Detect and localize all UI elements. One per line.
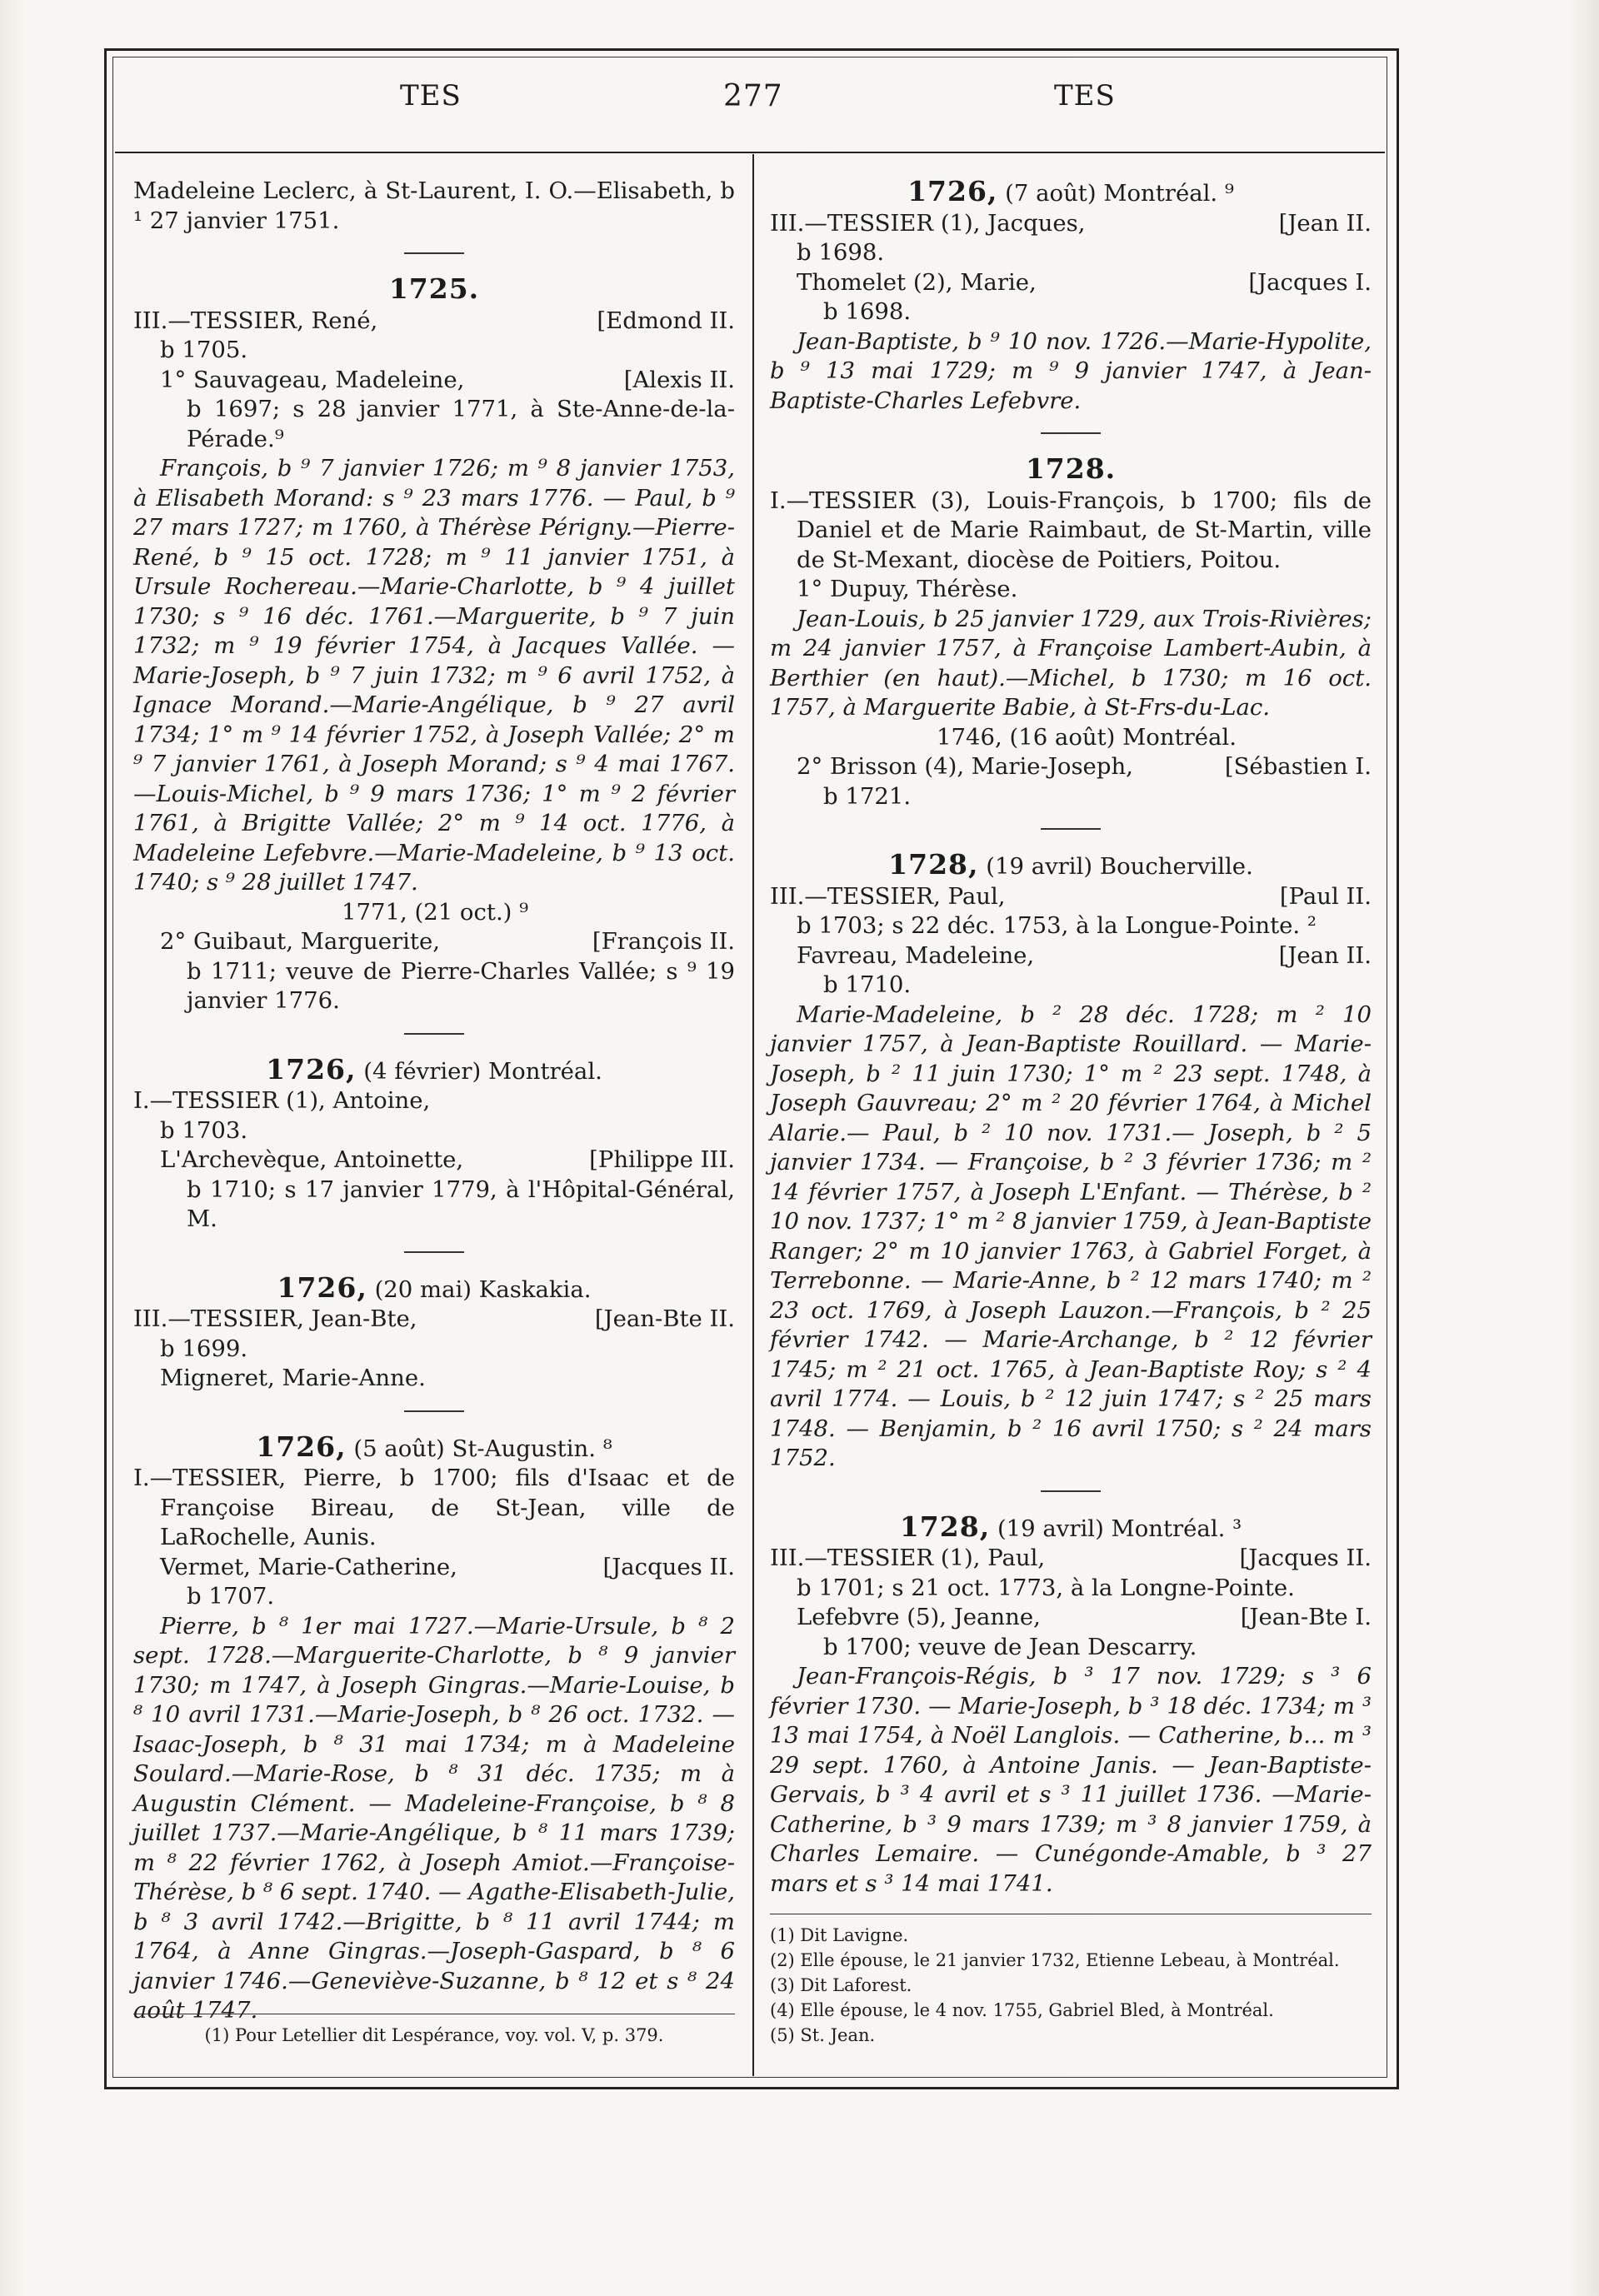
spouse-line: L'Archevèque, Antoinette, [Philippe III. — [160, 1146, 735, 1173]
husband-line: I.—TESSIER (1), Antoine, — [133, 1087, 431, 1114]
spouse-detail: b 1700; veuve de Jean Descarry. — [823, 1633, 1197, 1660]
husband-line: III.—TESSIER, René, [Edmond II. — [133, 307, 735, 334]
entry-1725-rene — [133, 274, 735, 1016]
right-column — [770, 177, 1372, 2048]
spouse-line: Vermet, Marie-Catherine, [Jacques II. — [160, 1553, 735, 1580]
header-left: TES — [400, 79, 462, 112]
husband-line: III.—TESSIER (1), Paul, [Jacques II. — [770, 1545, 1372, 1571]
section-rule — [1041, 828, 1101, 830]
entry-year: 1726, (5 août) St-Augustin. ⁸ — [256, 1430, 612, 1463]
entry-year: 1725. — [388, 272, 480, 305]
husband-birth: b 1703. — [160, 1116, 248, 1144]
entry-year: 1728, (19 avril) Boucherville. — [888, 848, 1253, 881]
spouse-detail: b 1707. — [187, 1583, 275, 1610]
footnote-4: (4) Elle épouse, le 4 nov. 1755, Gabriel Bled, à Montréal. — [770, 2000, 1274, 2020]
children-list: Marie-Madeleine, b ² 28 déc. 1728; m ² 10 janvier 1757, à Jean-Baptiste Rouillard. — Marie-Joseph, b ² 11 juin 1730; 1° m ² 23 sept. 1748, à Joseph Gauvreau; 2° m ² 20 février 1764, à Michel Alarie.— Paul, b ² 10 nov. 1731.— Joseph, b ² 5 janvier 1734. — Françoise, b ² 3 février 1736; m ² 14 février 1757, à Joseph L'Enfant. — Thérèse, b ² 10 nov. 1737; 1° m ² 8 janvier 1759, à Jean-Baptiste Ranger; 2° m 10 janvier 1763, à Gabriel Forget, à Terrebonne. — Marie-Anne, b ² 12 mars 1740; m ² 23 oct. 1769, à Joseph Lauzon.—François, b ² 25 février 1742. — Marie-Archange, b ² 12 février 1745; m ² 21 oct. 1765, à Jean-Baptiste Roy; s ² 4 avril 1774. — Louis, b ² 12 juin 1747; s ² 25 mars 1748. — Benjamin, b ² 16 avril 1750; s ² 24 mars 1752. — [770, 1001, 1372, 1471]
spouse2-line: 2° Guibaut, Marguerite, [François II. — [160, 928, 735, 955]
spouse-detail: b 1697; s 28 janvier 1771, à Ste-Anne-de-la-Pérade.⁹ — [187, 396, 735, 452]
header-right: TES — [1054, 79, 1116, 112]
footnote-1: (1) Dit Lavigne. — [770, 1925, 909, 1945]
children-list: François, b ⁹ 7 janvier 1726; m ⁹ 8 janvier 1753, à Elisabeth Morand: s ⁹ 23 mars 1776. — Paul, b ⁹ 27 mars 1727; m 1760, à Thérèse Périgny.—Pierre-René, b ⁹ 15 oct. 1728; m ⁹ 11 janvier 1751, à Ursule Rochereau.—Marie-Charlotte, b ⁹ 4 juillet 1730; s ⁹ 16 déc. 1761.—Marguerite, b ⁹ 7 juin 1732; m ⁹ 19 février 1754, à Jacques Vallée. — Marie-Joseph, b ⁹ 7 juin 1732; m ⁹ 6 avril 1752, à Ignace Morand.—Marie-Angélique, b ⁹ 27 avril 1734; 1° m ⁹ 14 février 1752, à Joseph Vallée; 2° m ⁹ 7 janvier 1761, à Joseph Morand; s ⁹ 4 mai 1767.—Louis-Michel, b ⁹ 9 mars 1736; 1° m ⁹ 2 février 1761, à Brigitte Vallée; 2° m ⁹ 14 oct. 1776, à Madeleine Lefebvre.—Marie-Madeleine, b ⁹ 13 oct. 1740; s ⁹ 28 juillet 1747. — [133, 455, 735, 896]
spouse2-detail: b 1711; veuve de Pierre-Charles Vallée; s ⁹ 19 janvier 1776. — [187, 957, 735, 1014]
husband-line: III.—TESSIER (1), Jacques, [Jean II. — [770, 209, 1372, 237]
spouse-detail: b 1710; s 17 janvier 1779, à l'Hôpital-Général, M. — [187, 1175, 735, 1232]
spouse-detail: b 1710. — [823, 971, 912, 998]
husband-birth: b 1699. — [160, 1335, 248, 1362]
husband-birth: b 1703; s 22 déc. 1753, à la Longue-Pointe. ² — [797, 912, 1317, 939]
footnotes-right — [770, 1923, 1372, 2048]
spouse-line: 1° Sauvageau, Madeleine, [Alexis II. — [160, 366, 735, 393]
entry-1728-louis-francois — [770, 454, 1372, 811]
entry-year: 1726, (4 février) Montréal. — [266, 1052, 602, 1086]
husband-line: III.—TESSIER, Paul, [Paul II. — [770, 882, 1372, 910]
spouse-line: Migneret, Marie-Anne. — [160, 1365, 426, 1391]
column-divider — [752, 154, 754, 2076]
entry-1728-paul-boucherville — [770, 850, 1372, 1474]
husband-line: I.—TESSIER, Pierre, b 1700; fils d'Isaac et de Françoise Bireau, de St-Jean, ville de LaRochelle, Aunis. — [133, 1465, 735, 1550]
spouse2-line: 2° Brisson (4), Marie-Joseph, [Sébastien I. — [797, 753, 1372, 780]
section-rule — [404, 1410, 464, 1412]
section-rule — [404, 1251, 464, 1253]
spouse-detail: b 1698. — [823, 298, 912, 325]
header-rule — [115, 152, 1385, 153]
children-list: Jean-Baptiste, b ⁹ 10 nov. 1726.—Marie-Hypolite, b ⁹ 13 mai 1729; m ⁹ 9 janvier 1747, à Jean-Baptiste-Charles Lefebvre. — [770, 327, 1372, 414]
section-rule — [404, 1033, 464, 1035]
footnote-5: (5) St. Jean. — [770, 2025, 876, 2045]
footnote-3: (3) Dit Laforest. — [770, 1975, 912, 1995]
husband-birth: b 1698. — [797, 239, 885, 266]
spouse-line: 1° Dupuy, Thérèse. — [797, 576, 1018, 602]
entry-year: 1728, (19 avril) Montréal. ³ — [899, 1510, 1242, 1543]
section-rule — [1041, 432, 1101, 434]
spouse-line: Lefebvre (5), Jeanne, [Jean-Bte I. — [797, 1604, 1372, 1630]
husband-birth: b 1705. — [160, 337, 248, 363]
spouse2-detail: b 1721. — [823, 782, 912, 810]
children-list: Jean-François-Régis, b ³ 17 nov. 1729; s ³ 6 février 1730. — Marie-Joseph, b ³ 18 déc. 1734; m ³ 13 mai 1754, à Noël Langlois. — Catherine, b... m ³ 29 sept. 1760, à Antoine Janis. — Jean-Baptiste-Gervais, b ³ 4 avril et s ³ 11 juillet 1736. —Marie-Catherine, b ³ 9 mars 1739; m ³ 8 janvier 1759, à Charles Lemaire. — Cunégonde-Amable, b ³ 27 mars et s ³ 14 mai 1741. — [770, 1663, 1372, 1897]
entry-1726-pierre — [133, 1432, 735, 2026]
entry-1728-paul-montreal — [770, 1512, 1372, 1899]
entry-1726-jean-bte — [133, 1270, 735, 1394]
second-marriage-date: 1746, (16 août) Montréal. — [937, 723, 1237, 751]
children-list: Pierre, b ⁸ 1er mai 1727.—Marie-Ursule, b ⁸ 2 sept. 1728.—Marguerite-Charlotte, b ⁸ 9 janvier 1730; m 1747, à Joseph Gingras.—Marie-Louise, b ⁸ 10 avril 1731.—Marie-Joseph, b ⁸ 26 oct. 1732. —Isaac-Joseph, b ⁸ 31 mai 1734; m à Madeleine Soulard.—Marie-Rose, b ⁸ 31 déc. 1735; m à Augustin Clément. — Madeleine-Françoise, b ⁸ 8 juillet 1737.—Marie-Angélique, b ⁸ 11 mars 1739; m ⁸ 22 février 1762, à Joseph Amiot.—Françoise-Thérèse, b ⁸ 6 sept. 1740. — Agathe-Elisabeth-Julie, b ⁸ 3 avril 1742.—Brigitte, b ⁸ 11 avril 1744; m 1764, à Anne Gingras.—Joseph-Gaspard, b ⁸ 6 janvier 1746.—Geneviève-Suzanne, b ⁸ 12 et s ⁸ 24 août 1747. — [133, 1612, 735, 2024]
page-number: 277 — [723, 79, 783, 113]
husband-birth: b 1701; s 21 oct. 1773, à la Longne-Pointe. — [797, 1574, 1295, 1601]
entry-1726-jacques — [770, 177, 1372, 416]
entry-year: 1728. — [1025, 452, 1117, 485]
spouse-line: Favreau, Madeleine, [Jean II. — [797, 941, 1372, 969]
footnote-left: (1) Pour Letellier dit Lespérance, voy. vol. V, p. 379. — [204, 2025, 664, 2045]
husband-line: I.—TESSIER (3), Louis-François, b 1700; fils de Daniel et de Marie Raimbaut, de St-Martin, ville de St-Mexant, diocèse de Poitiers, Poitou. — [770, 487, 1372, 573]
entry-year: 1726, (7 août) Montréal. ⁹ — [907, 175, 1234, 207]
entry-year: 1726, (20 mai) Kaskakia. — [277, 1270, 592, 1304]
spouse-line: Thomelet (2), Marie, [Jacques I. — [797, 268, 1372, 296]
second-marriage-date: 1771, (21 oct.) ⁹ — [342, 898, 529, 926]
children-list: Jean-Louis, b 25 janvier 1729, aux Trois-Rivières; m 24 janvier 1757, à Françoise Lambert-Aubin, à Berthier (en haut).—Michel, b 1730; m 16 oct. 1757, à Marguerite Babie, à St-Frs-du-Lac. — [770, 605, 1372, 721]
section-rule — [404, 252, 464, 254]
left-column — [133, 177, 735, 2026]
entry-1726-antoine — [133, 1052, 735, 1235]
entry-continuation: Madeleine Leclerc, à St-Laurent, I. O.—Elisabeth, b ¹ 27 janvier 1751. — [133, 177, 735, 234]
husband-line: III.—TESSIER, Jean-Bte, [Jean-Bte II. — [133, 1305, 735, 1332]
running-header — [117, 79, 1383, 129]
section-rule — [1041, 1490, 1101, 1492]
footnote-2: (2) Elle épouse, le 21 janvier 1732, Etienne Lebeau, à Montréal. — [770, 1950, 1340, 1970]
